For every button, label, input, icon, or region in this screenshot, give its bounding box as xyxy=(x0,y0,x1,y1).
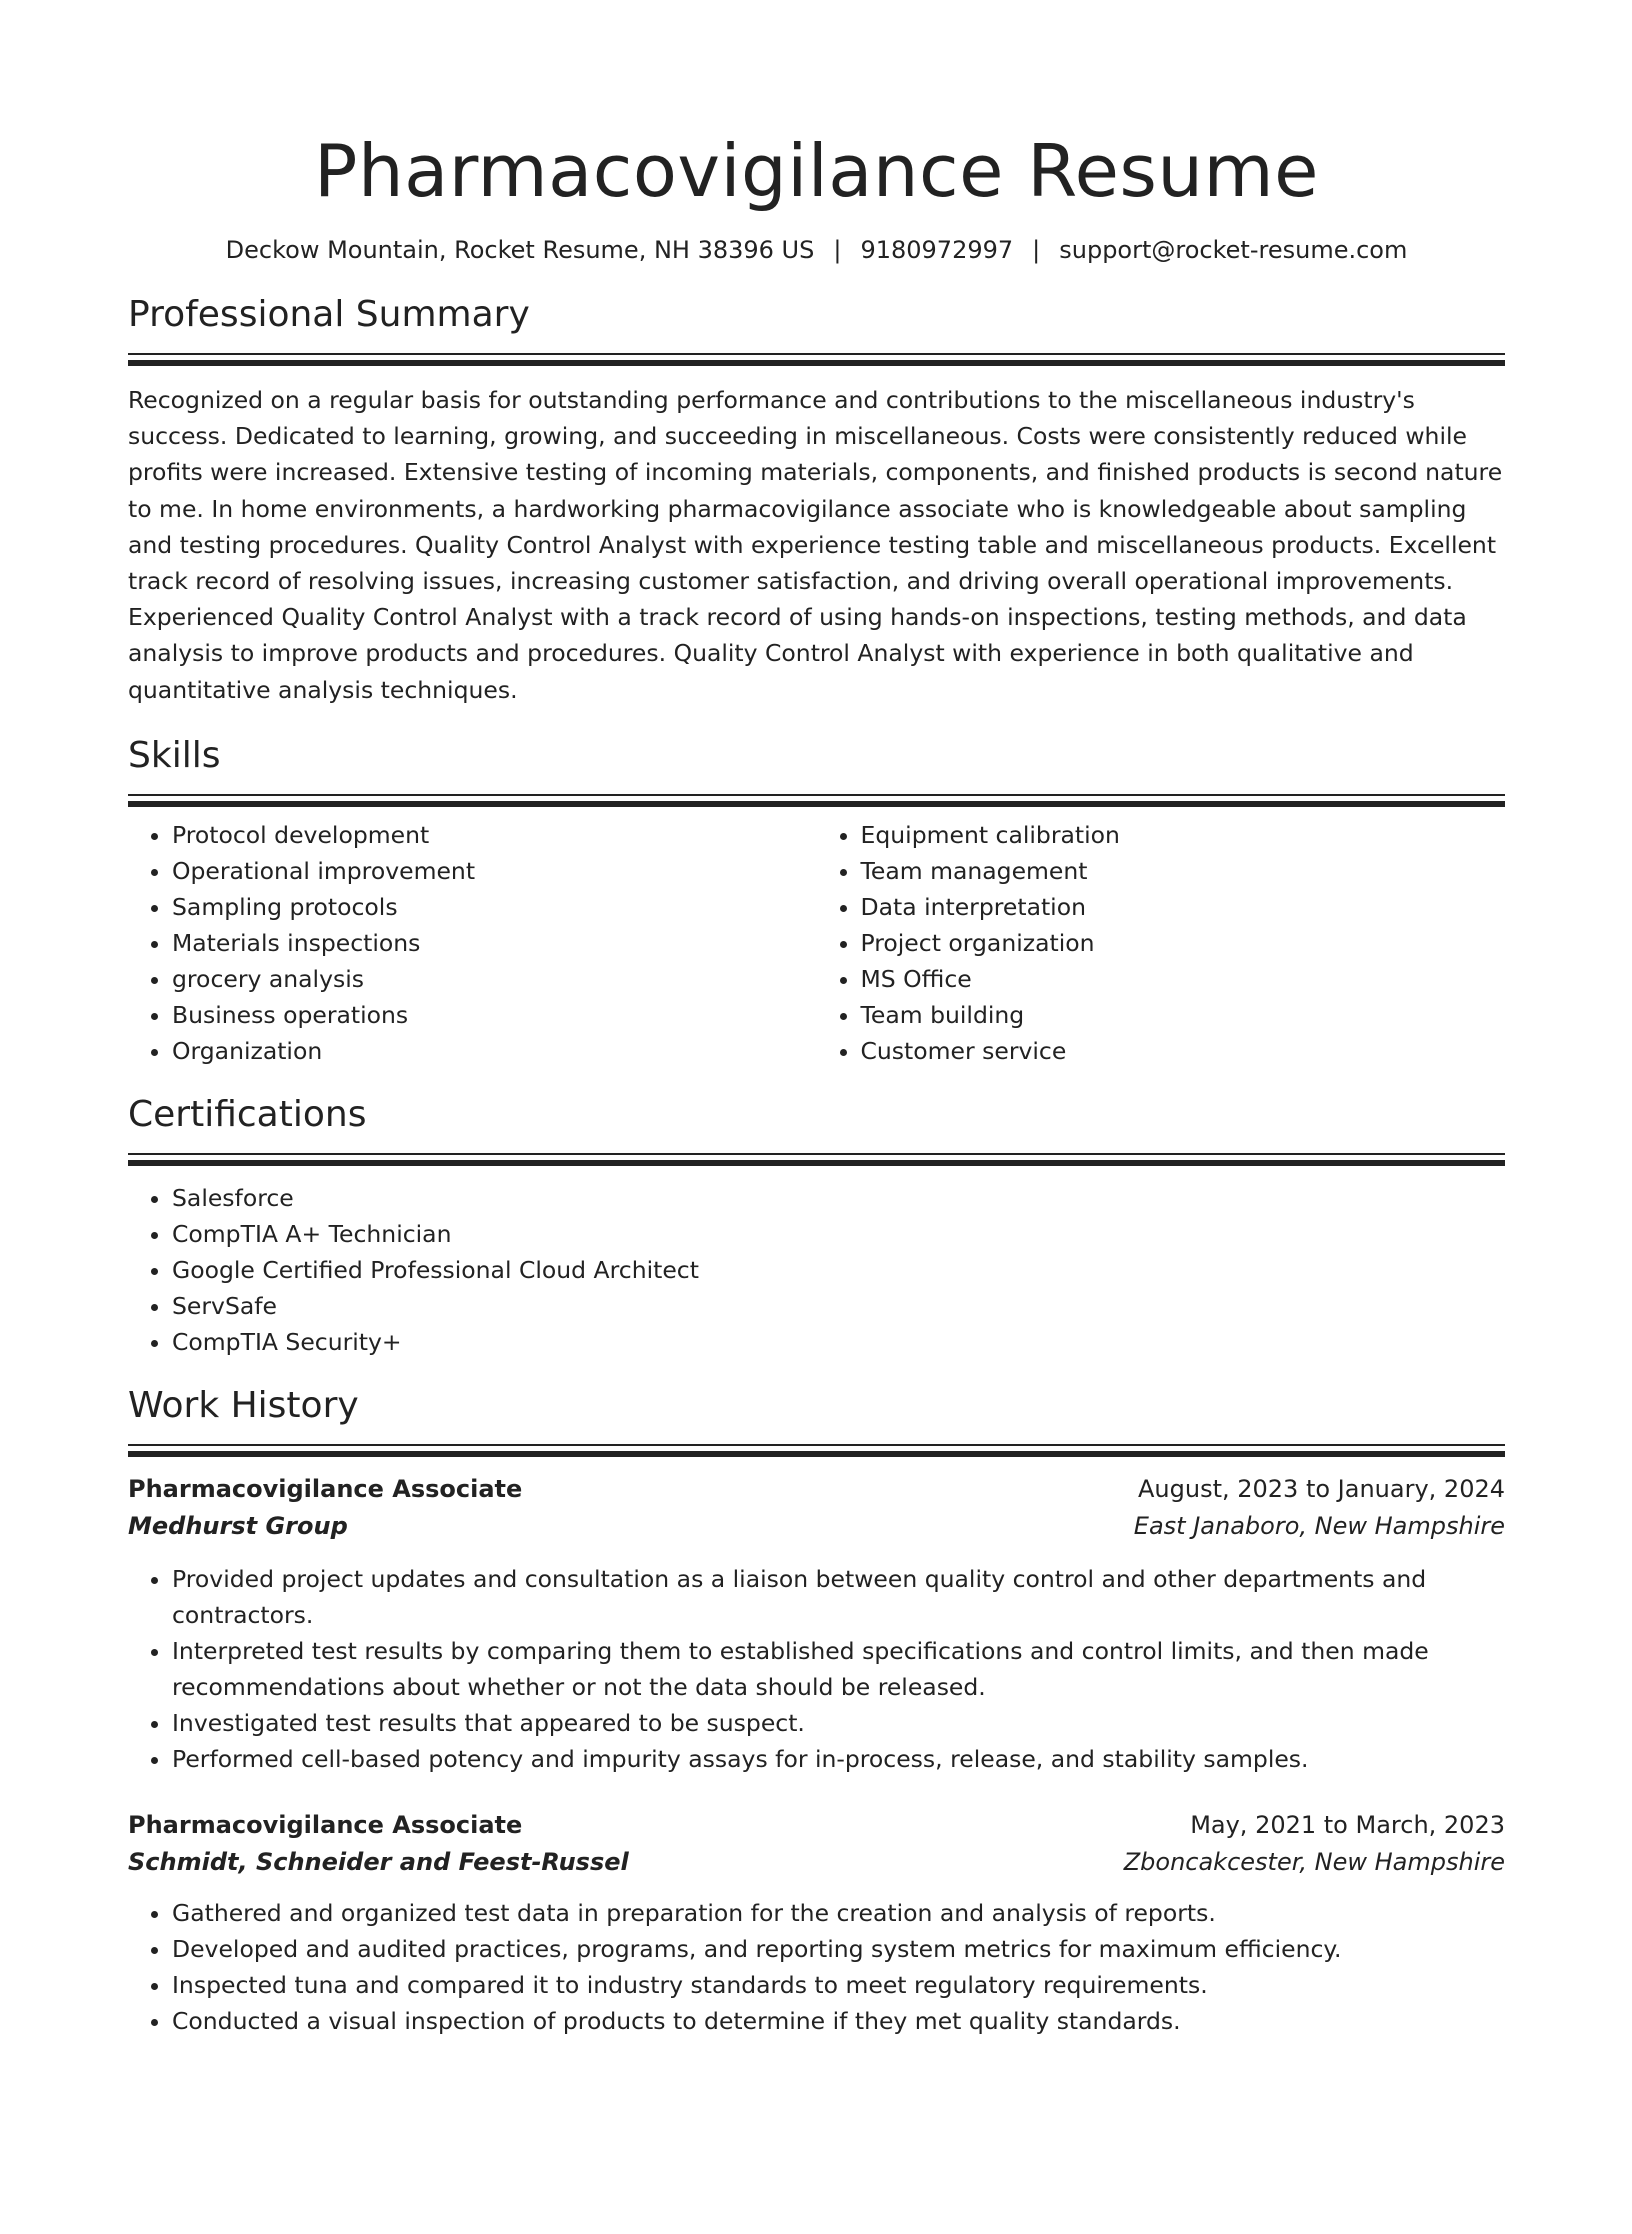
skill-item: • Operational improvement xyxy=(172,853,817,889)
certification-item: • Google Certified Professional Cloud Architect xyxy=(172,1252,1505,1288)
section-divider xyxy=(128,353,1505,366)
resume-page xyxy=(0,122,1632,2234)
skill-item: • Team management xyxy=(861,853,1506,889)
certification-item: • CompTIA A+ Technician xyxy=(172,1216,1505,1252)
summary-section xyxy=(128,291,1505,708)
job-company: Medhurst Group xyxy=(128,1511,348,1540)
skills-list-right xyxy=(817,817,1506,1069)
skill-item: • Equipment calibration xyxy=(861,817,1506,853)
job-subheader xyxy=(128,1843,1505,1881)
job-subheader xyxy=(128,1507,1505,1545)
job-header xyxy=(128,1807,1505,1843)
job-bullet: • Provided project updates and consultation as a liaison between quality control and other departments and contractors. xyxy=(172,1561,1505,1633)
skills-grid xyxy=(128,817,1505,1069)
job-bullets xyxy=(128,1561,1505,1777)
job-bullet: • Developed and audited practices, programs, and reporting system metrics for maximum efficiency. xyxy=(172,1931,1505,1967)
job-header xyxy=(128,1471,1505,1507)
section-divider xyxy=(128,1153,1505,1166)
certification-item: • Salesforce xyxy=(172,1180,1505,1216)
job-dates: May, 2021 to March, 2023 xyxy=(1190,1810,1505,1839)
contact-separator: | xyxy=(833,236,842,264)
skill-item: • Customer service xyxy=(861,1033,1506,1069)
skill-item: • Business operations xyxy=(172,997,817,1033)
contact-separator: | xyxy=(1032,236,1041,264)
job-dates: August, 2023 to January, 2024 xyxy=(1138,1474,1505,1503)
contact-phone: 9180972997 xyxy=(860,236,1014,264)
job-bullet: • Conducted a visual inspection of products to determine if they met quality standards. xyxy=(172,2003,1505,2039)
summary-text: Recognized on a regular basis for outstanding performance and contributions to the miscellaneous industry's success. Dedicated to learning, growing, and succeeding in miscellaneous. Costs were consistently reduced while profits were increased. Extensive testing of incoming materials, components, and finished products is second nature to me. In home environments, a hardworking pharmacovigilance associate who is knowledgeable about sampling and testing procedures. Quality Control Analyst with experience testing table and miscellaneous products. Excellent track record of resolving issues, increasing customer satisfaction, and driving overall operational improvements. Experienced Quality Control Analyst with a track record of using hands-on inspections, testing methods, and data analysis to improve products and procedures. Quality Control Analyst with experience in both qualitative and quantitative analysis techniques. xyxy=(128,386,1503,704)
job-entry xyxy=(128,1471,1505,1777)
skill-item: • Protocol development xyxy=(172,817,817,853)
job-bullet: • Inspected tuna and compared it to industry standards to meet regulatory requirements. xyxy=(172,1967,1505,2003)
section-divider xyxy=(128,1444,1505,1457)
skill-item: • Sampling protocols xyxy=(172,889,817,925)
work-history-section xyxy=(128,1382,1505,2039)
job-entry xyxy=(128,1807,1505,2039)
skill-item: • Project organization xyxy=(861,925,1506,961)
job-bullet: • Investigated test results that appeared to be suspect. xyxy=(172,1705,1505,1741)
contact-line xyxy=(128,234,1505,266)
section-title-certifications: Certifications xyxy=(128,1093,367,1135)
job-bullet: • Gathered and organized test data in preparation for the creation and analysis of reports. xyxy=(172,1895,1505,1931)
skill-item: • Data interpretation xyxy=(861,889,1506,925)
job-location: Zboncakcester, New Hampshire xyxy=(1123,1847,1505,1876)
certifications-list xyxy=(128,1180,1505,1360)
job-bullet: • Performed cell-based potency and impurity assays for in-process, release, and stability samples. xyxy=(172,1741,1505,1777)
job-location: East Janaboro, New Hampshire xyxy=(1133,1511,1505,1540)
contact-address: Deckow Mountain, Rocket Resume, NH 38396 US xyxy=(225,236,815,264)
certifications-section xyxy=(128,1091,1505,1360)
resume-title: Pharmacovigilance Resume xyxy=(314,129,1319,213)
certification-item: • CompTIA Security+ xyxy=(172,1324,1505,1360)
skill-item: • Organization xyxy=(172,1033,817,1069)
job-bullets xyxy=(128,1895,1505,2039)
section-divider xyxy=(128,794,1505,807)
section-title-skills: Skills xyxy=(128,734,221,776)
contact-email: support@rocket-resume.com xyxy=(1059,236,1408,264)
section-title-work-history: Work History xyxy=(128,1384,359,1426)
skills-list-left xyxy=(128,817,817,1069)
skill-item: • Materials inspections xyxy=(172,925,817,961)
section-title-summary: Professional Summary xyxy=(128,294,530,335)
skills-section xyxy=(128,732,1505,1069)
skill-item: • MS Office xyxy=(861,961,1506,997)
job-bullet: • Interpreted test results by comparing them to established specifications and control limits, and then made recommendations about whether or not the data should be released. xyxy=(172,1633,1505,1705)
job-title: Pharmacovigilance Associate xyxy=(128,1474,523,1503)
job-title: Pharmacovigilance Associate xyxy=(128,1810,523,1839)
job-company: Schmidt, Schneider and Feest-Russel xyxy=(128,1847,629,1876)
skill-item: • Team building xyxy=(861,997,1506,1033)
certification-item: • ServSafe xyxy=(172,1288,1505,1324)
skill-item: • grocery analysis xyxy=(172,961,817,997)
